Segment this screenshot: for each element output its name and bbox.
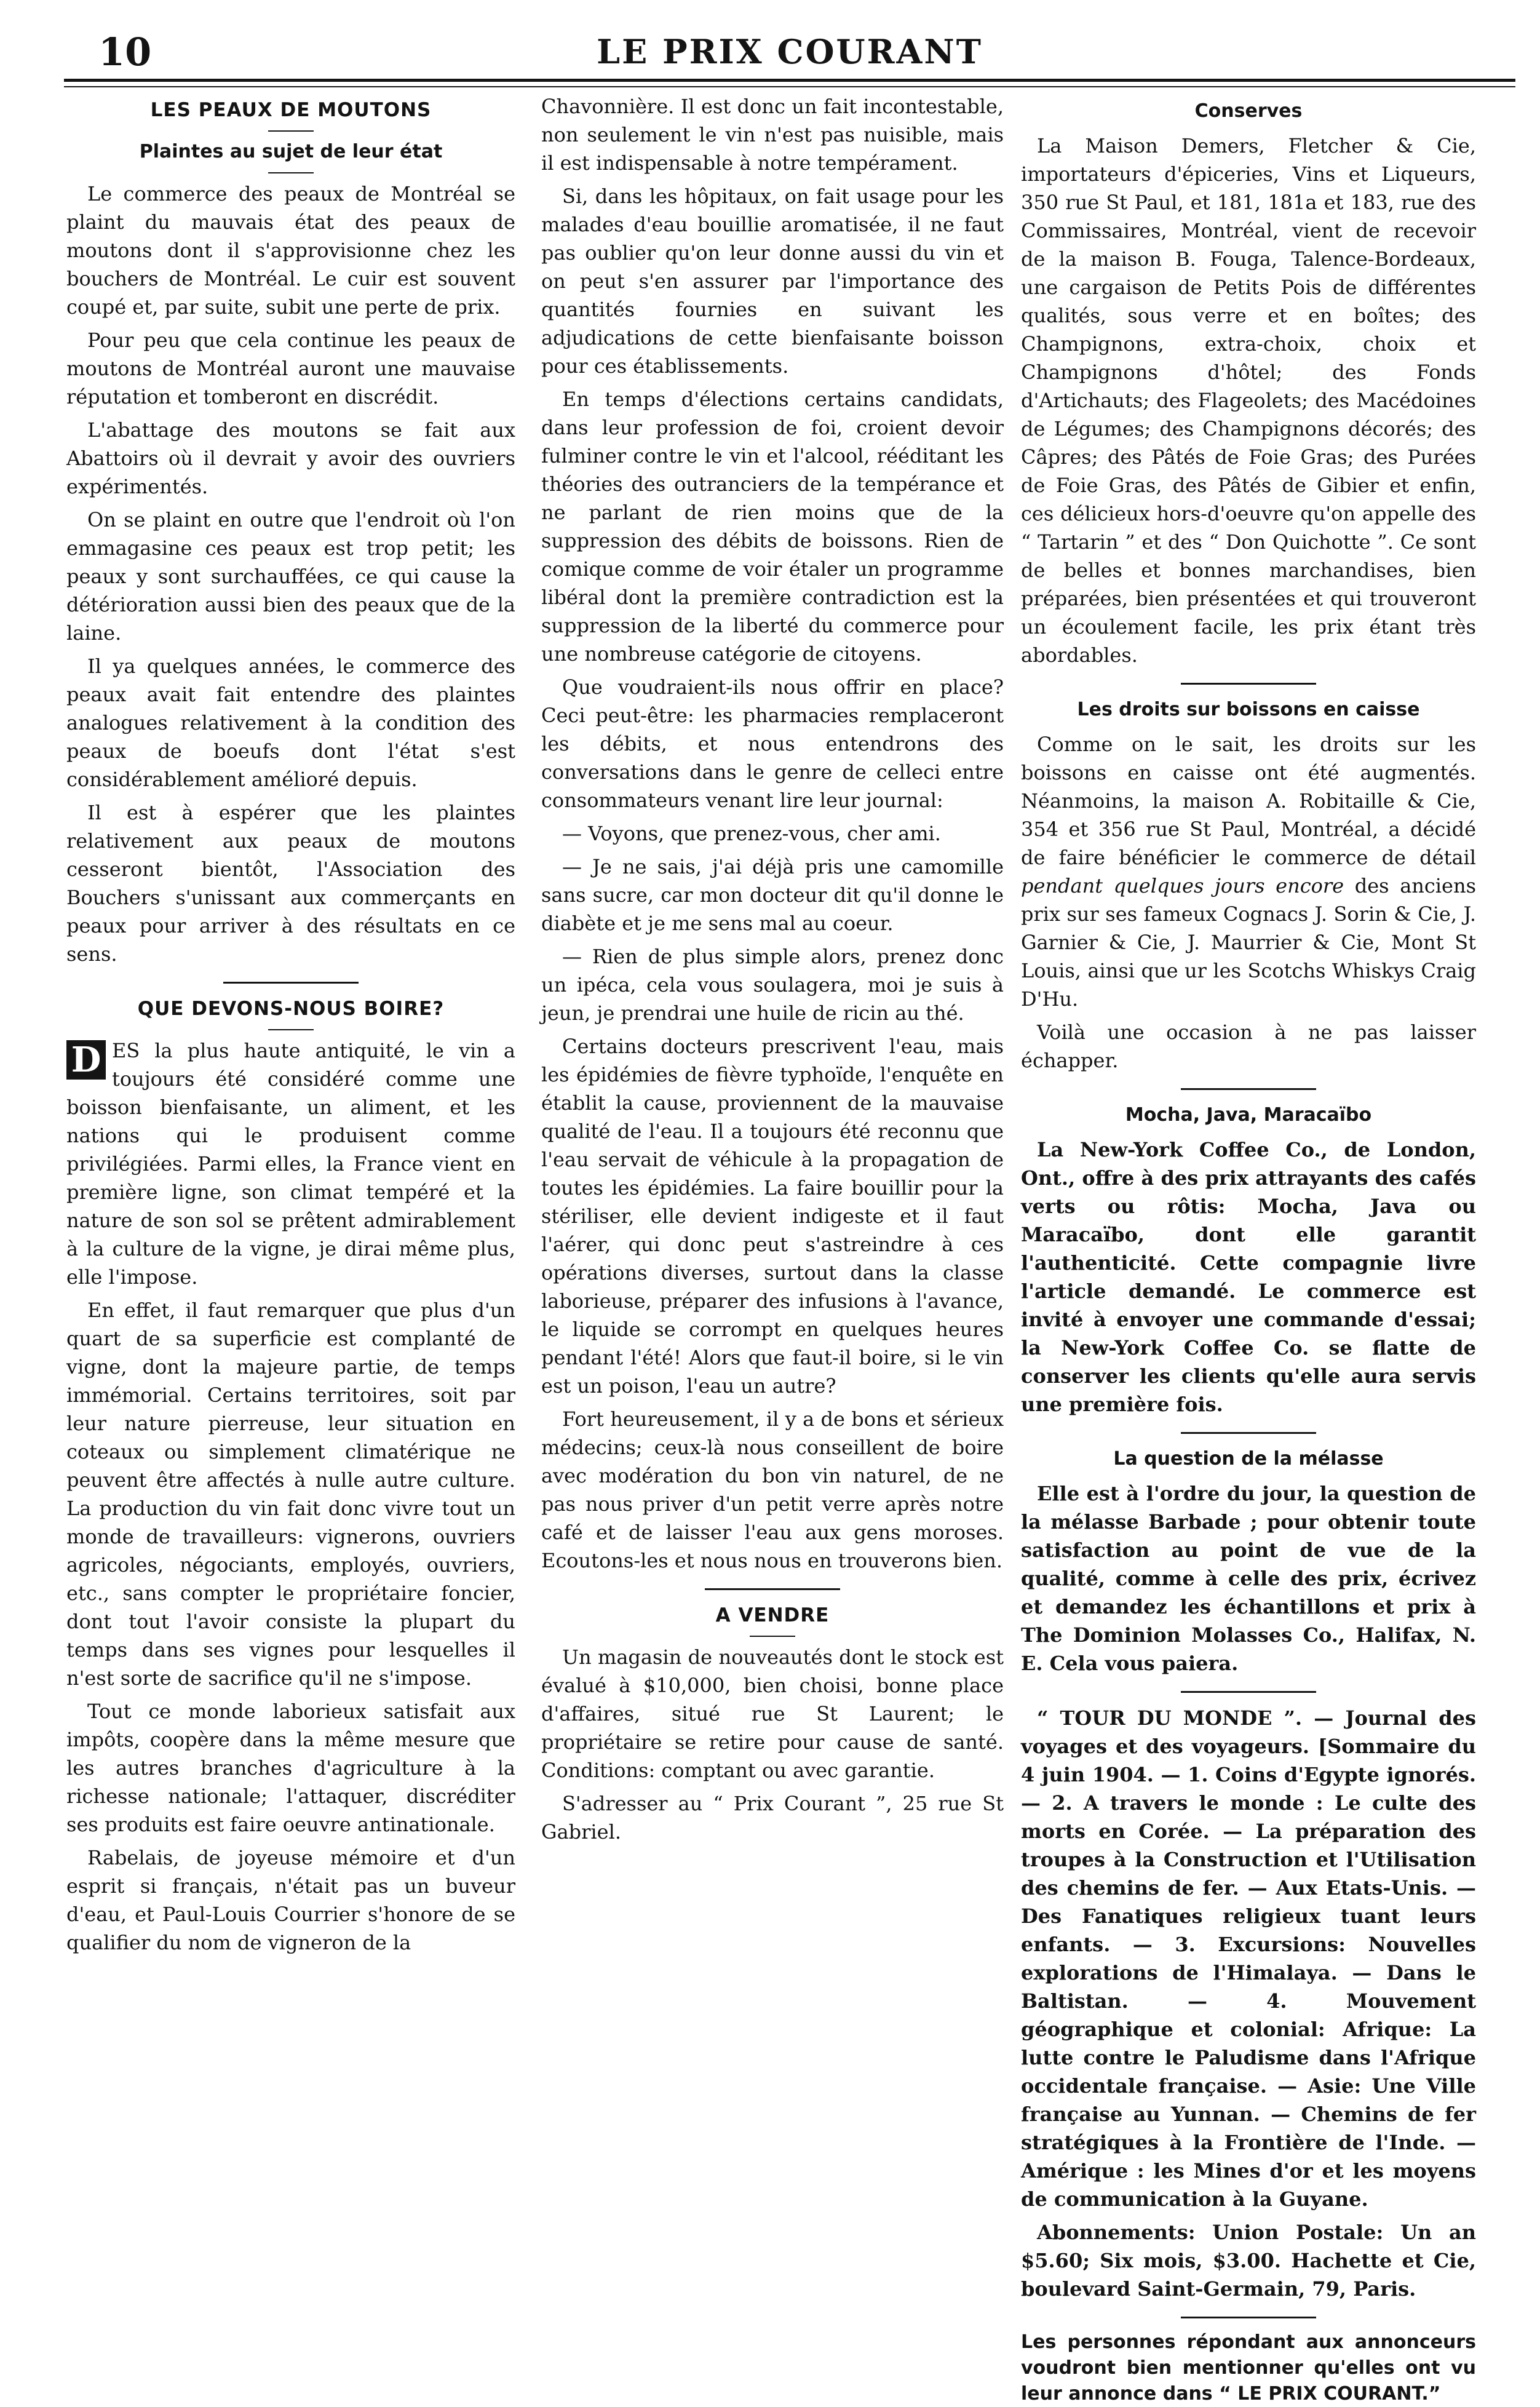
paragraph: Abonnements: Union Postale: Un an $5.60; Six mois, $3.00. Hachette et Cie, boulevard Saint-Germain, 79, Paris. [1021,2221,1476,2301]
article-title-droits: Les droits sur boissons en caisse [1077,699,1420,720]
column-3 [1021,92,1477,2405]
article-title-peaux: LES PEAUX DE MOUTONS [150,99,432,121]
paragraph: Rabelais, de joyeuse mémoire et d'un esprit si français, n'était pas un buveur d'eau, et Paul-Louis Courrier s'honore de se qualifier du nom de vigneron de la [66,1846,515,1954]
dropcap-letter: D [66,1040,106,1080]
paragraph: En temps d'élections certains candidats, dans leur profession de foi, croient devoir fulminer contre le vin et l'alcool, rééditant les théories des outranciers de la tempérance et ne parlant de rien moins que de la suppression des débits de boissons. Rien de comique comme de voir étaler un programme libéral dont la première contradiction est la suppression de la liberté du commerce pour une nombreuse catégorie de citoyens. [541,388,1004,666]
title-rule [750,1636,795,1637]
section-separator [705,1588,840,1590]
paragraph: Le commerce des peaux de Montréal se plaint du mauvais état des peaux de moutons dont il s'approvisionne chez les bouchers de Montréal. Le cuir est souvent coupé et, par suite, subit une perte de prix. [66,182,515,319]
section-separator [1181,2317,1316,2318]
dialogue-line: — Voyons, que prenez-vous, cher ami. [562,822,941,845]
paragraph: Tout ce monde laborieux satisfait aux impôts, coopère dans la même mesure que les autres branches d'agriculture à la richesse nationale; l'attaquer, discréditer ses produits est faire oeuvre antinationale. [66,1700,515,1836]
paragraph: Elle est à l'ordre du jour, la question de la mélasse Barbade ; pour obtenir toute satisfaction au point de vue de la qualité, comme à celle des prix, écrivez et demandez les échantillons et prix à The Dominion Molasses Co., Halifax, N. E. Cela vous paiera. [1021,1482,1476,1675]
paragraph-text: des anciens prix sur ses fameux Cognacs J. Sorin & Cie, J. Garnier & Cie, J. Maurrier & Cie, Mont St Louis, ainsi que ur les Scotchs Whiskys Craig D'Hu. [1021,874,1477,1011]
article-title-vendre: A VENDRE [715,1604,830,1626]
paragraph-text: Comme on le sait, les droits sur les boissons en caisse ont été augmentés. Néanmoins, la maison A. Robitaille & Cie, 354 et 356 rue St Paul, Montréal, a décidé de faire bénéficier le commerce de détail [1021,733,1476,869]
paragraph [1021,730,1476,1013]
advertiser-notice: Les personnes répondant aux annonceurs voudront bien mentionner qu'elles ont vu leur annonce dans “ LE PRIX COURANT.” [1021,2331,1476,2405]
paragraph: L'abattage des moutons se fait aux Abattoirs où il devrait y avoir des ouvriers expérimentés. [66,418,515,498]
paragraph: Pour peu que cela continue les peaux de moutons de Montréal auront une mauvaise réputation et tomberont en discrédit. [66,328,515,408]
paragraph: Si, dans les hôpitaux, on fait usage pour les malades d'eau bouillie aromatisée, il ne faut pas oublier qu'on leur donne aussi du vin et on peut s'en assurer par l'importance des quantités fournies en suivant les adjudications de cette bienfaisante boisson pour ces établissements. [541,185,1004,378]
dialogue-line: — Je ne sais, j'ai déjà pris une camomille sans sucre, car mon docteur dit qu'il donne le diabète et je me sens mal au coeur. [541,855,1004,935]
dialogue-line: — Rien de plus simple alors, prenez donc un ipéca, cela vous soulagera, moi je suis à jeun, je prendrai une huile de ricin au thé. [541,945,1004,1025]
paragraph: Il est à espérer que les plaintes relativement aux peaux de moutons cesseront bientôt, l'Association des Bouchers s'unissant aux commerçants en peaux pour arriver à des résultats en ce sens. [66,801,515,966]
paragraph-italic: pendant quelques jours encore [1021,874,1344,897]
page-header [64,25,1515,84]
paragraph-text: ES la plus haute antiquité, le vin a toujours été considéré comme une boisson bienfaisante, un aliment, et les nations qui le produisent comme privilégiées. Parmi elles, la France vient en première ligne, son climat tempéré et la nature de son sol se prêtent admirablement à la culture de la vigne, je dirai même plus, elle l'impose. [66,1039,515,1289]
paragraph: En effet, il faut remarquer que plus d'un quart de sa superficie est complanté de vigne, dont la majeure partie, de temps immémorial. Certains territoires, soit par leur nature pierreuse, leur situation en coteaux ou simplement climatérique ne peuvent être affectés à nulle autre culture. La production du vin fait donc vivre tout un monde de travailleurs: vignerons, ouvriers agricoles, négociants, employés, ouvriers, etc., sans compter le propriétaire foncier, dont tout l'avoir consiste la plupart du temps dans ses vignes pour lesquelles il n'est sorte de sacrifice qu'il ne s'impose. [66,1299,515,1690]
column-1 [66,92,515,2085]
paragraph: Voilà une occasion à ne pas laisser échapper. [1021,1020,1476,1072]
article-title-melasse: La question de la mélasse [1113,1448,1384,1470]
section-separator [1181,1432,1316,1434]
paragraph: Un magasin de nouveautés dont le stock est évalué à $10,000, bien choisi, bonne place d'affaires, situé rue St Laurent; le propriétaire se retire pour cause de santé. Conditions: comptant ou avec garantie. [541,1645,1004,1782]
subtitle-rule [268,172,314,173]
article-title-conserves: Conserves [1194,100,1303,122]
journal-title: LE PRIX COURANT [597,32,983,71]
paragraph: Chavonnière. Il est donc un fait incontestable, non seulement le vin n'est pas nuisible, mais il est indispensable à notre tempérament. [541,95,1004,175]
section-separator [1181,1088,1316,1090]
section-separator [1181,1691,1316,1693]
title-rule [268,130,314,132]
paragraph: La New-York Coffee Co., de London, Ont., offre à des prix attrayants des cafés verts ou rôtis: Mocha, Java ou Maracaïbo, dont elle garantit l'authenticité. Cette compagnie livre l'article demandé. Le commerce est invité à envoyer une commande d'essai; la New-York Coffee Co. se flatte de conserver les clients qu'elle aura servis une première fois. [1021,1138,1476,1416]
page-number: 10 [98,30,152,74]
article-title-boire: QUE DEVONS-NOUS BOIRE? [137,998,445,1020]
paragraph: S'adresser au “ Prix Courant ”, 25 rue St Gabriel. [541,1792,1004,1844]
header-rule [64,79,1515,82]
paragraph: Il ya quelques années, le commerce des peaux avait fait entendre des plaintes analogues relativement à la condition des peaux de boeufs dont l'état s'est considérablement amélioré depuis. [66,654,515,791]
header-rule-thin [64,86,1515,87]
section-separator [1181,683,1316,685]
paragraph: “ TOUR DU MONDE ”. — Journal des voyages et des voyageurs. [Sommaire du 4 juin 1904. — 1. Coins d'Egypte ignorés. — 2. A travers le monde : Le culte des morts en Corée. — La préparation des troupes à la Construction et l'Utilisation des chemins de fer. — Aux Etats-Unis. — Des Fanatiques religieux tuant leurs enfants. — 3. Excursions: Nouvelles explorations de l'Himalaya. — Dans le Baltistan. — 4. Mouvement géographique et colonial: Afrique: La lutte contre le Paludisme dans l'Afrique occidentale française. — Asie: Une Ville française au Yunnan. — Chemins de fer stratégiques à la Frontière de l'Inde. — Amérique : les Mines d'or et les moyens de communication à la Guyane. [1021,1706,1476,2211]
paragraph: Que voudraient-ils nous offrir en place? Ceci peut-être: les pharmacies remplaceront les débits, et nous entendrons des conversations dans le genre de celleci entre consommateurs venant lire leur journal: [541,675,1004,812]
article-title-mocha: Mocha, Java, Maracaïbo [1125,1104,1372,1126]
column-2 [541,92,1004,2085]
paragraph: Certains docteurs prescrivent l'eau, mais les épidémies de fièvre typhoïde, l'enquête en établit la cause, proviennent de la mauvaise qualité de l'eau. Il a toujours été reconnu que l'eau servait de véhicule à la propagation de toutes les épidémies. La faire bouillir pour la stériliser, elle devient indigeste et il faut l'aérer, qui donc peut s'astreindre à ces opérations diverses, surtout dans la classe laborieuse, préparer des infusions à l'avance, le liquide se corrompt en quelques heures pendant l'été! Alors que faut-il boire, si le vin est un poison, l'eau un autre? [541,1035,1004,1398]
paragraph-dropcap [66,1036,515,1291]
paragraph: Fort heureusement, il y a de bons et sérieux médecins; ceux-là nous conseillent de boire avec modération du bon vin naturel, de ne pas nous priver d'un petit verre après notre café et de laisser l'eau aux gens moroses. Ecoutons-les et nous nous en trouverons bien. [541,1407,1004,1572]
title-rule [268,1029,314,1030]
paragraph: On se plaint en outre que l'endroit où l'on emmagasine ces peaux est trop petit; les peaux y sont surchauffées, ce qui cause la détérioration aussi bien des peaux que de la laine. [66,508,515,645]
paragraph: La Maison Demers, Fletcher & Cie, importateurs d'épiceries, Vins et Liqueurs, 350 rue St Paul, et 181, 181a et 183, rue des Commissaires, Montréal, vient de recevoir de la maison B. Fouga, Talence-Bordeaux, une cargaison de Petits Pois de différentes qualités, sous verre et en boîtes; des Champignons, extra-choix, choix et Champignons d'hôtel; des Fonds d'Artichauts; des Flageolets; des Macédoines de Légumes; des Champignons décorés; des Câpres; des Pâtés de Foie Gras; des Purées de Foie Gras, des Pâtés de Gibier et enfin, ces délicieux hors-d'oeuvre qu'on appelle des “ Tartarin ” et des “ Don Quichotte ”. Ce sont de belles et bonnes marchandises, bien préparées, bien présentées et qui trouveront un écoulement facile, les prix étant très abordables. [1021,134,1476,667]
article-subtitle-peaux: Plaintes au sujet de leur état [139,141,443,162]
section-separator [223,982,359,984]
